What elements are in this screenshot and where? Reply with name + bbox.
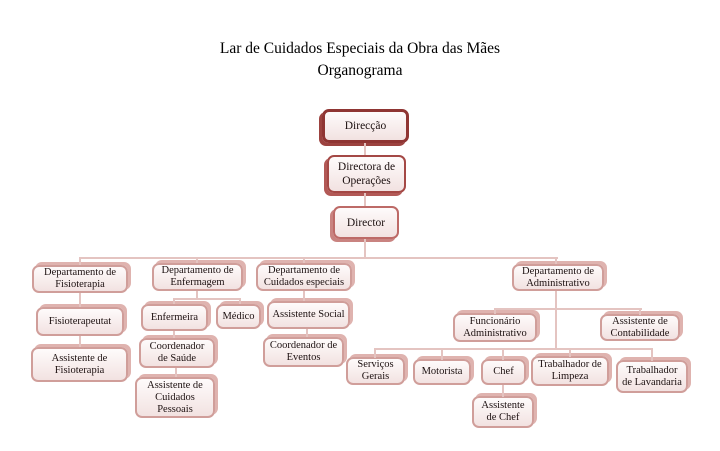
connector-drop-chef	[502, 348, 504, 360]
connector-admin-hline2	[374, 348, 653, 350]
connector-direccao-directora	[364, 143, 366, 155]
connector-cuidados-to-assistente-social	[303, 291, 305, 301]
connector-departments-hline	[79, 257, 558, 259]
connector-drop-fisioterapia	[79, 257, 81, 265]
connector-fisio-to-fisioterapeutat	[79, 293, 81, 307]
node-dept-fisioterapia: Departamento de Fisioterapia	[32, 265, 128, 293]
node-direccao: Direcção	[322, 109, 409, 143]
connector-drop-administrativo	[555, 257, 557, 264]
connector-directora-director	[364, 193, 366, 206]
page-title-line1: Lar de Cuidados Especiais da Obra das Mães	[219, 40, 501, 57]
connector-fisioterapeutat-to-assistente	[79, 336, 81, 347]
connector-drop-servicos-gerais	[374, 348, 376, 358]
connector-drop-enfermagem	[196, 257, 198, 263]
connector-drop-cuidados	[303, 257, 305, 263]
node-assistente-chef: Assistente de Chef	[472, 396, 534, 428]
node-dept-cuidados-especiais: Departamento de Cuidados especiais	[256, 263, 352, 291]
node-servicos-gerais: Serviços Gerais	[346, 357, 405, 385]
page-title	[0, 38, 720, 81]
node-coordenador-eventos: Coordenador de Eventos	[263, 337, 344, 367]
connector-drop-limpeza	[569, 348, 571, 357]
node-dept-administrativo: Departamento de Administrativo	[512, 264, 604, 291]
node-fisioterapeutat: Fisioterapeutat	[36, 307, 124, 336]
connector-drop-funcionario	[494, 308, 496, 314]
connector-drop-motorista	[441, 348, 443, 360]
node-director: Director	[333, 206, 399, 239]
connector-administrativo-vline	[555, 291, 557, 350]
connector-drop-lavandaria	[651, 348, 653, 361]
node-assistente-social: Assistente Social	[267, 301, 350, 329]
node-assistente-cuidados-pessoais: Assistente de Cuidados Pessoais	[135, 377, 215, 418]
connector-drop-enfermeira	[173, 298, 175, 304]
node-motorista: Motorista	[413, 359, 471, 385]
node-assistente-fisioterapia: Assistente de Fisioterapia	[31, 347, 128, 382]
node-chef: Chef	[481, 359, 526, 385]
connector-chef-to-assistente-chef	[502, 385, 504, 397]
connector-director-down	[364, 239, 366, 258]
connector-saude-to-assistente-cuidados	[175, 368, 177, 377]
node-trabalhador-lavandaria: Trabalhador de Lavandaria	[616, 360, 688, 393]
connector-enfermeira-to-coordenador-saude	[173, 331, 175, 338]
connector-admin-hline1	[495, 308, 642, 310]
connector-drop-medico	[239, 298, 241, 304]
connector-social-to-coordenador-eventos	[306, 329, 308, 337]
node-assistente-contabilidade: Assistente de Contabilidade	[600, 314, 680, 341]
page-title-line2: Organograma	[317, 61, 403, 79]
connector-enfermagem-hline	[173, 298, 241, 300]
node-coordenador-saude: Coordenador de Saúde	[139, 338, 215, 368]
connector-drop-contabilidade	[639, 308, 641, 315]
node-funcionario-administrativo: Funcionário Administrativo	[453, 313, 537, 342]
node-dept-enfermagem: Departamento de Enfermagem	[152, 263, 243, 291]
node-trabalhador-limpeza: Trabalhador de Limpeza	[531, 356, 609, 386]
node-directora-operacoes: Directora de Operações	[327, 155, 406, 193]
node-medico: Médico	[216, 304, 261, 329]
node-enfermeira: Enfermeira	[141, 304, 208, 331]
